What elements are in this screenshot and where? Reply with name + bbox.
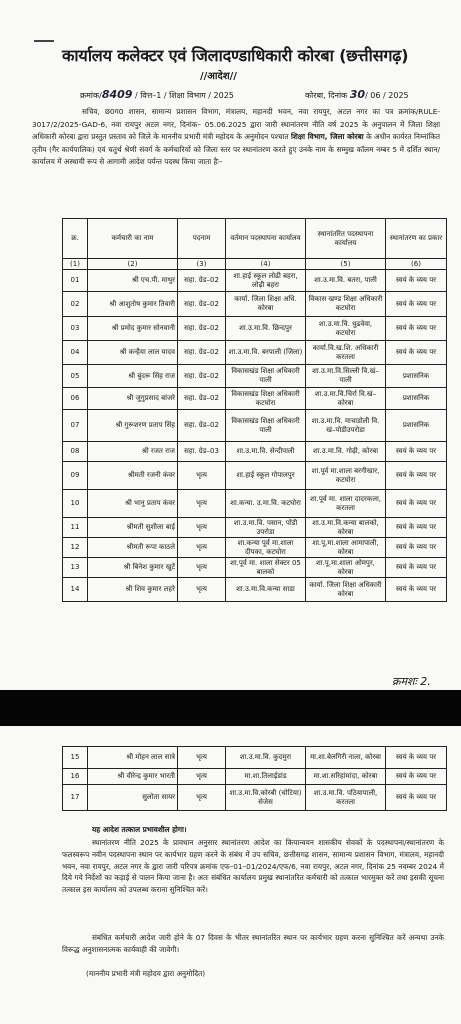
employee-name: श्री बिनेश कुमार खुटें <box>88 558 178 578</box>
employee-name: श्रीमती सुशीला बाई <box>88 518 178 538</box>
col-number: (6) <box>386 259 447 270</box>
intro-text-bold: शिक्षा विभाग, जिला कोरबा <box>291 132 364 141</box>
designation: भृत्य <box>178 490 226 518</box>
transfer-type: स्वयं के व्यय पर <box>386 462 447 490</box>
page-corner-mark <box>34 40 54 42</box>
row-number: 10 <box>63 490 88 518</box>
row-number: 15 <box>63 747 88 769</box>
row-number: 12 <box>63 538 88 558</box>
order-department: / वित्त–1 / शिक्षा विभाग / 2025 <box>135 91 234 100</box>
transfer-type: स्वयं के व्यय पर <box>386 442 447 462</box>
row-number: 01 <box>63 270 88 292</box>
order-number: 8409 <box>101 88 133 101</box>
employee-name: श्रीमती रूपा काठले <box>88 538 178 558</box>
header-sno: क्र. <box>63 219 88 259</box>
employee-name: श्री शिव कुमार लहरे <box>88 578 178 602</box>
designation: सहा. ग्रेड–02 <box>178 341 226 365</box>
current-posting: शा.उ.मा.वि.कन्या साडा <box>226 578 306 602</box>
employee-name: श्री कन्हैया लाल यादव <box>88 341 178 365</box>
col-number: (1) <box>63 259 88 270</box>
order-reference <box>80 88 234 101</box>
date-label: कोरबा, दिनांक <box>305 91 348 100</box>
new-posting: शा.पू.मा.शाला ओमपुर, कोरबा <box>306 558 386 578</box>
order-date <box>305 88 409 101</box>
col-number: (4) <box>226 259 306 270</box>
designation: सहा. ग्रेड–03 <box>178 442 226 462</box>
page-separator <box>0 690 461 726</box>
table-row <box>63 270 447 292</box>
row-number: 13 <box>63 558 88 578</box>
effective-statement: यह आदेश तत्काल प्रभावशील होगा। <box>92 825 187 834</box>
transfer-type: प्रशासनिक <box>386 388 447 410</box>
order-label: क्रमांक/ <box>80 91 102 100</box>
transfer-type: स्वयं के व्यय पर <box>386 785 447 811</box>
employee-name: श्री एच.पी. माथुर <box>88 270 178 292</box>
table-header-row <box>63 219 447 259</box>
new-posting: शा.पूर्व मा.शाला बरगीखार, कटघोरा <box>306 462 386 490</box>
header-new: स्थानांतरित पदस्थापना कार्यालय <box>306 219 386 259</box>
employee-name: श्री आशुतोष कुमार तिवारी <box>88 292 178 317</box>
transfer-type: स्वयं के व्यय पर <box>386 769 447 785</box>
current-posting: शा.उ.मा.वि.कोरबी (चोटिया) सेजेस <box>226 785 306 811</box>
table-row <box>63 747 447 769</box>
new-posting: शा.उ.मा.वि. गोढ़ी, कोरबा <box>306 442 386 462</box>
current-posting: विकासखंड शिक्षा अधिकारी पाली <box>226 410 306 442</box>
order-heading: //आदेश// <box>200 71 237 82</box>
transfer-type: स्वयं के व्यय पर <box>386 747 447 769</box>
designation: भृत्य <box>178 747 226 769</box>
new-posting: शा.उ.मा.वि. बतरा, पाली <box>306 270 386 292</box>
header-name: कर्मचारी का नाम <box>88 219 178 259</box>
new-posting: शा.उ.मा.वि.चिर्रा वि.खं–कोरबा <box>306 388 386 410</box>
current-posting: शा.उ.मा.वि. छिन्दपुर <box>226 317 306 341</box>
new-posting: कार्या.वि.ख.शि. अधिकारी करतला <box>306 341 386 365</box>
transfer-type: स्वयं के व्यय पर <box>386 578 447 602</box>
closing-paragraph-1: स्थानांतरण नीति 2025 के प्रावधान अनुसार स्थानांतरण आदेश का कियान्वयन शासकीय सेवकों के पदस्थापना/स्थानांतरण के फलस्वरूप नवीन पदस्थापना स्थान पर कार्यभार ग्रहण करने के संबंध में उप सचिव, छत्तीसगढ़ शासन, सामान्य प्रशासन विभाग, मंत्रालय, महानदी भवन, नवा रायपुर, अटल नगर के द्वारा जारी परिपत्र क्रमांक एफ–01–01/2024/एफ/6, नवा रायपुर, अटल नगर, दिनांक 25 नवम्बर 2024 में दिये गये निर्देशों का कड़ाई से पालन किया जाना है। अतः संबंधित कार्यालय प्रमुख स्थानांतरित कर्मचारी को तत्काल भारमुक्त करें तथा इसकी सूचना तत्काल इस कार्यालय को उपलब्ध कराना सुनिश्चित करें। <box>62 838 444 895</box>
employee-name: श्री गुरूशरण प्रताप सिंह <box>88 410 178 442</box>
current-posting: शा.पूर्व मा. शाला सेक्टर 05 बालको <box>226 558 306 578</box>
designation: सहा. ग्रेड–02 <box>178 365 226 388</box>
designation: सहा. ग्रेड–02 <box>178 388 226 410</box>
designation: सहा. ग्रेड–02 <box>178 317 226 341</box>
designation: सहा. ग्रेड–02 <box>178 270 226 292</box>
new-posting: शा.उ.मा.वि.सिल्ली वि.खं–पाली <box>306 365 386 388</box>
document-page-2 <box>0 726 461 1024</box>
current-posting: शा.हाई स्कूल गोपालपुर <box>226 462 306 490</box>
current-posting: विकासखंड शिक्षा अधिकारी कटघोरा <box>226 388 306 410</box>
new-posting: मा.शा.सरिहांमांदा, कोरबा <box>306 769 386 785</box>
new-posting: शा.उ.मा.वि.कन्या बालको, कोरबा <box>306 518 386 538</box>
new-posting: मा.शा.बेलगिरी नाला, कोरबा <box>306 747 386 769</box>
current-posting: शा.उ.मा.वि. सेन्दीपाली <box>226 442 306 462</box>
current-posting: मा.शा.तिलाईडांड <box>226 769 306 785</box>
current-posting: शा.उ.मा.वि. कुदमुरा <box>226 747 306 769</box>
row-number: 11 <box>63 518 88 538</box>
table-row <box>63 388 447 410</box>
transfer-table <box>62 218 447 602</box>
table-row <box>63 292 447 317</box>
row-number: 08 <box>63 442 88 462</box>
employee-name: सुलोता सायर <box>88 785 178 811</box>
employee-name: श्रीमती रजनी कंवर <box>88 462 178 490</box>
approval-note: (माननीय प्रभारी मंत्री महोदय द्वारा अनुमोदित) <box>86 969 206 978</box>
new-posting: शा.उ.मा.वि. पठियापाली, करतला <box>306 785 386 811</box>
current-posting: शा.उ.मा.वि. पसान, पोंडी उपरोडा <box>226 518 306 538</box>
employee-name: श्री जुगुप्रसाद बांजरे <box>88 388 178 410</box>
transfer-type: स्वयं के व्यय पर <box>386 341 447 365</box>
row-number: 02 <box>63 292 88 317</box>
designation: भृत्य <box>178 518 226 538</box>
employee-name: श्री मोहन लाल सात्रे <box>88 747 178 769</box>
employee-name: श्री रजत राज <box>88 442 178 462</box>
header-type: स्थानांतरण का प्रकार <box>386 219 447 259</box>
table-row <box>63 785 447 811</box>
row-number: 07 <box>63 410 88 442</box>
closing-paragraph-2: संबंधित कर्मचारी आदेश जारी होने के 07 दिवस के भीतर स्थानांतरित स्थान पर कार्यभार ग्रहण करना सुनिश्चित करें अन्यथा उनके विरूद्ध अनुशासनात्मक कार्यवाही की जावेगी। <box>62 933 444 954</box>
designation: सहा. ग्रेड–02 <box>178 292 226 317</box>
transfer-type: स्वयं के व्यय पर <box>386 490 447 518</box>
new-posting: कार्या. जिला शिक्षा अधिकारी कोरबा <box>306 578 386 602</box>
table-row <box>63 538 447 558</box>
row-number: 05 <box>63 365 88 388</box>
transfer-type: स्वयं के व्यय पर <box>386 558 447 578</box>
col-number: (5) <box>306 259 386 270</box>
designation: भृत्य <box>178 462 226 490</box>
new-posting: शा.पूर्व मा. शाला दादरकला, करतला <box>306 490 386 518</box>
transfer-table-continued <box>62 746 447 811</box>
transfer-type: प्रशासनिक <box>386 365 447 388</box>
header-current: वर्तमान पदस्थापना कार्यालय <box>226 219 306 259</box>
row-number: 04 <box>63 341 88 365</box>
employee-name: श्री बुंदरू सिंह राज <box>88 365 178 388</box>
row-number: 17 <box>63 785 88 811</box>
transfer-type: स्वयं के व्यय पर <box>386 270 447 292</box>
intro-paragraph <box>32 106 440 169</box>
current-posting: विकासखंड शिक्षा अधिकारी पाली <box>226 365 306 388</box>
transfer-type: प्रशासनिक <box>386 410 447 442</box>
header-post: पदनाम <box>178 219 226 259</box>
table-row <box>63 578 447 602</box>
designation: भृत्य <box>178 785 226 811</box>
column-number-row <box>63 259 447 270</box>
new-posting: शा.उ.मा.वि. माचाडोली वि. खं–पोडीउपरोडा <box>306 410 386 442</box>
designation: भृत्य <box>178 558 226 578</box>
employee-name: श्री वीरेन्द्र कुमार भारती <box>88 769 178 785</box>
current-posting: शा.उ.मा.वि. बरपाली (जिला) <box>226 341 306 365</box>
new-posting: शा.पू.मा.शाला आमापाली, कोरबा <box>306 538 386 558</box>
table-row <box>63 490 447 518</box>
date-handwritten: 30 <box>349 88 366 101</box>
table-row <box>63 518 447 538</box>
table-row <box>63 410 447 442</box>
intro-text-1: सचिव, छ0ग0 शासन, सामान्य प्रशासन विभाग, मंत्रालय, महानदी भवन, नवा रायपुर, अटल नगर का पत्र क्रमांक/RULE-3017/2/2025-GAD-6, नवा रायपुर अटल नगर, दिनांक– 05.06.2025 द्वारा जारी स्थानांतरण नीति वर्ष 2025 के अनुपालन में जिला शिक्षा अधिकारी कोरबा द्वारा प्रस्तुत प्रस्ताव को जिले के माननीय प्रभारी मंत्री महोदय के अनुमोदन पश्चात <box>32 107 440 141</box>
row-number: 16 <box>63 769 88 785</box>
table-row <box>63 317 447 341</box>
transfer-type: स्वयं के व्यय पर <box>386 317 447 341</box>
intro-text-2: के अधीन कार्यरत निम्नांकित तृतीय (गैर कार्यपालिक) एवं चतुर्थ श्रेणी संवर्ग के कर्मचारियों को जिला स्तर पर स्थानांतरण करते हुए उनके नाम के सम्मुख कॉलम नम्बर 5 में दर्शित स्थान/कार्यालय में अस्थायी रूप से आगामी आदेश पर्यन्त पदस्थ किया जाता हैः– <box>32 132 440 166</box>
transfer-type: स्वयं के व्यय पर <box>386 518 447 538</box>
table-row <box>63 769 447 785</box>
new-posting: शा.उ.मा.वि. धुढवेवा, कटघोरा <box>306 317 386 341</box>
office-title: कार्यालय कलेक्टर एवं जिलादण्डाधिकारी कोरबा (छत्तीसगढ़) <box>62 46 409 65</box>
row-number: 09 <box>63 462 88 490</box>
designation: भृत्य <box>178 578 226 602</box>
new-posting: विकास खण्ड शिक्षा अधिकारी कटघोरा <box>306 292 386 317</box>
current-posting: कार्या. जिला शिक्षा अधि. कोरबा <box>226 292 306 317</box>
current-posting: शा.कन्या पूर्व मा.शाला दीपका, कटघोरा <box>226 538 306 558</box>
employee-name: श्री भानु प्रताप कंवर <box>88 490 178 518</box>
designation: भृत्य <box>178 769 226 785</box>
transfer-type: स्वयं के व्यय पर <box>386 292 447 317</box>
transfer-type: स्वयं के व्यय पर <box>386 538 447 558</box>
row-number: 14 <box>63 578 88 602</box>
designation: सहा. ग्रेड–02 <box>178 410 226 442</box>
current-posting: शा.कन्या. उ.मा.वि. कटघोरा <box>226 490 306 518</box>
date-rest: / 06 / 2025 <box>365 91 409 100</box>
col-number: (3) <box>178 259 226 270</box>
row-number: 03 <box>63 317 88 341</box>
table-row <box>63 442 447 462</box>
designation: भृत्य <box>178 538 226 558</box>
table-row <box>63 558 447 578</box>
col-number: (2) <box>88 259 178 270</box>
table-row <box>63 365 447 388</box>
employee-name: श्री प्रमोद कुमार सोनवानी <box>88 317 178 341</box>
table-row <box>63 341 447 365</box>
current-posting: शा.हाई स्कूल लोढी बहरा, लोढ़ी बहरा <box>226 270 306 292</box>
row-number: 06 <box>63 388 88 410</box>
continued-note: क्रमशः 2. <box>392 675 431 688</box>
table-row <box>63 462 447 490</box>
